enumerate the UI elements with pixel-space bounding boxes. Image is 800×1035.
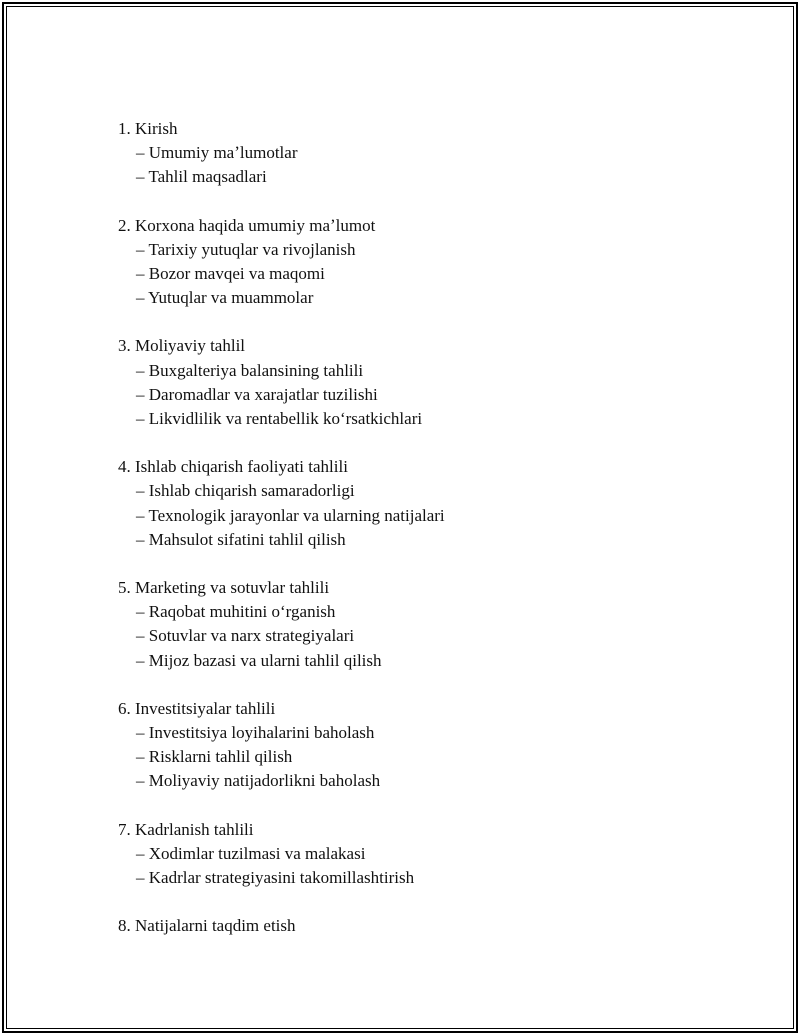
- outline-section-2: [118, 214, 738, 311]
- sub-item-list: [118, 842, 738, 890]
- sub-item: – Likvidlilik va rentabellik koʻrsatkichlari: [136, 409, 423, 429]
- sub-item: – Raqobat muhitini oʻrganish: [136, 602, 336, 622]
- sub-item: – Texnologik jarayonlar va ularning natijalari: [136, 505, 445, 525]
- section-title: 4. Ishlab chiqarish faoliyati tahlili: [118, 457, 348, 477]
- outline-section-1: [118, 117, 738, 190]
- sub-item-list: [118, 238, 738, 311]
- outline-section-4: [118, 455, 738, 552]
- outline-section-8: [118, 914, 738, 938]
- section-title: 1. Kirish: [118, 119, 178, 138]
- sub-item-list: [118, 721, 738, 794]
- sub-item: – Tarixiy yutuqlar va rivojlanish: [136, 239, 356, 259]
- section-title: 5. Marketing va sotuvlar tahlili: [118, 578, 330, 598]
- sub-item: – Investitsiya loyihalarini baholash: [136, 723, 375, 743]
- section-title: 3. Moliyaviy tahlil: [118, 336, 246, 356]
- section-title: 7. Kadrlanish tahlili: [118, 819, 254, 839]
- sub-item: – Umumiy maʼlumotlar: [136, 143, 298, 163]
- sub-item: – Ishlab chiqarish samaradorligi: [136, 481, 355, 501]
- section-title: 2. Korxona haqida umumiy maʼlumot: [118, 215, 376, 235]
- outline-section-6: [118, 697, 738, 794]
- sub-item: – Mijoz bazasi va ularni tahlil qilish: [136, 650, 382, 670]
- section-title: 6. Investitsiyalar tahlili: [118, 698, 276, 718]
- sub-item: – Kadrlar strategiyasini takomillashtirish: [136, 868, 415, 888]
- sub-item: – Moliyaviy natijadorlikni baholash: [136, 771, 381, 791]
- sub-item: – Risklarni tahlil qilish: [136, 747, 293, 767]
- sub-item: – Mahsulot sifatini tahlil qilish: [136, 529, 346, 549]
- sub-item: – Yutuqlar va muammolar: [136, 288, 314, 308]
- document-outline: [118, 117, 738, 962]
- sub-item-list: [118, 141, 738, 189]
- sub-item: – Xodimlar tuzilmasi va malakasi: [136, 843, 366, 863]
- sub-item-list: [118, 359, 738, 432]
- sub-item: – Buxgalteriya balansining tahlili: [136, 360, 364, 380]
- section-title: 8. Natijalarni taqdim etish: [118, 916, 296, 936]
- sub-item: – Tahlil maqsadlari: [136, 167, 267, 187]
- sub-item: – Sotuvlar va narx strategiyalari: [136, 626, 355, 646]
- outline-section-5: [118, 576, 738, 673]
- outline-section-7: [118, 818, 738, 891]
- outline-section-3: [118, 334, 738, 431]
- sub-item-list: [118, 479, 738, 552]
- sub-item-list: [118, 600, 738, 673]
- sub-item: – Bozor mavqei va maqomi: [136, 264, 325, 284]
- sub-item: – Daromadlar va xarajatlar tuzilishi: [136, 384, 378, 404]
